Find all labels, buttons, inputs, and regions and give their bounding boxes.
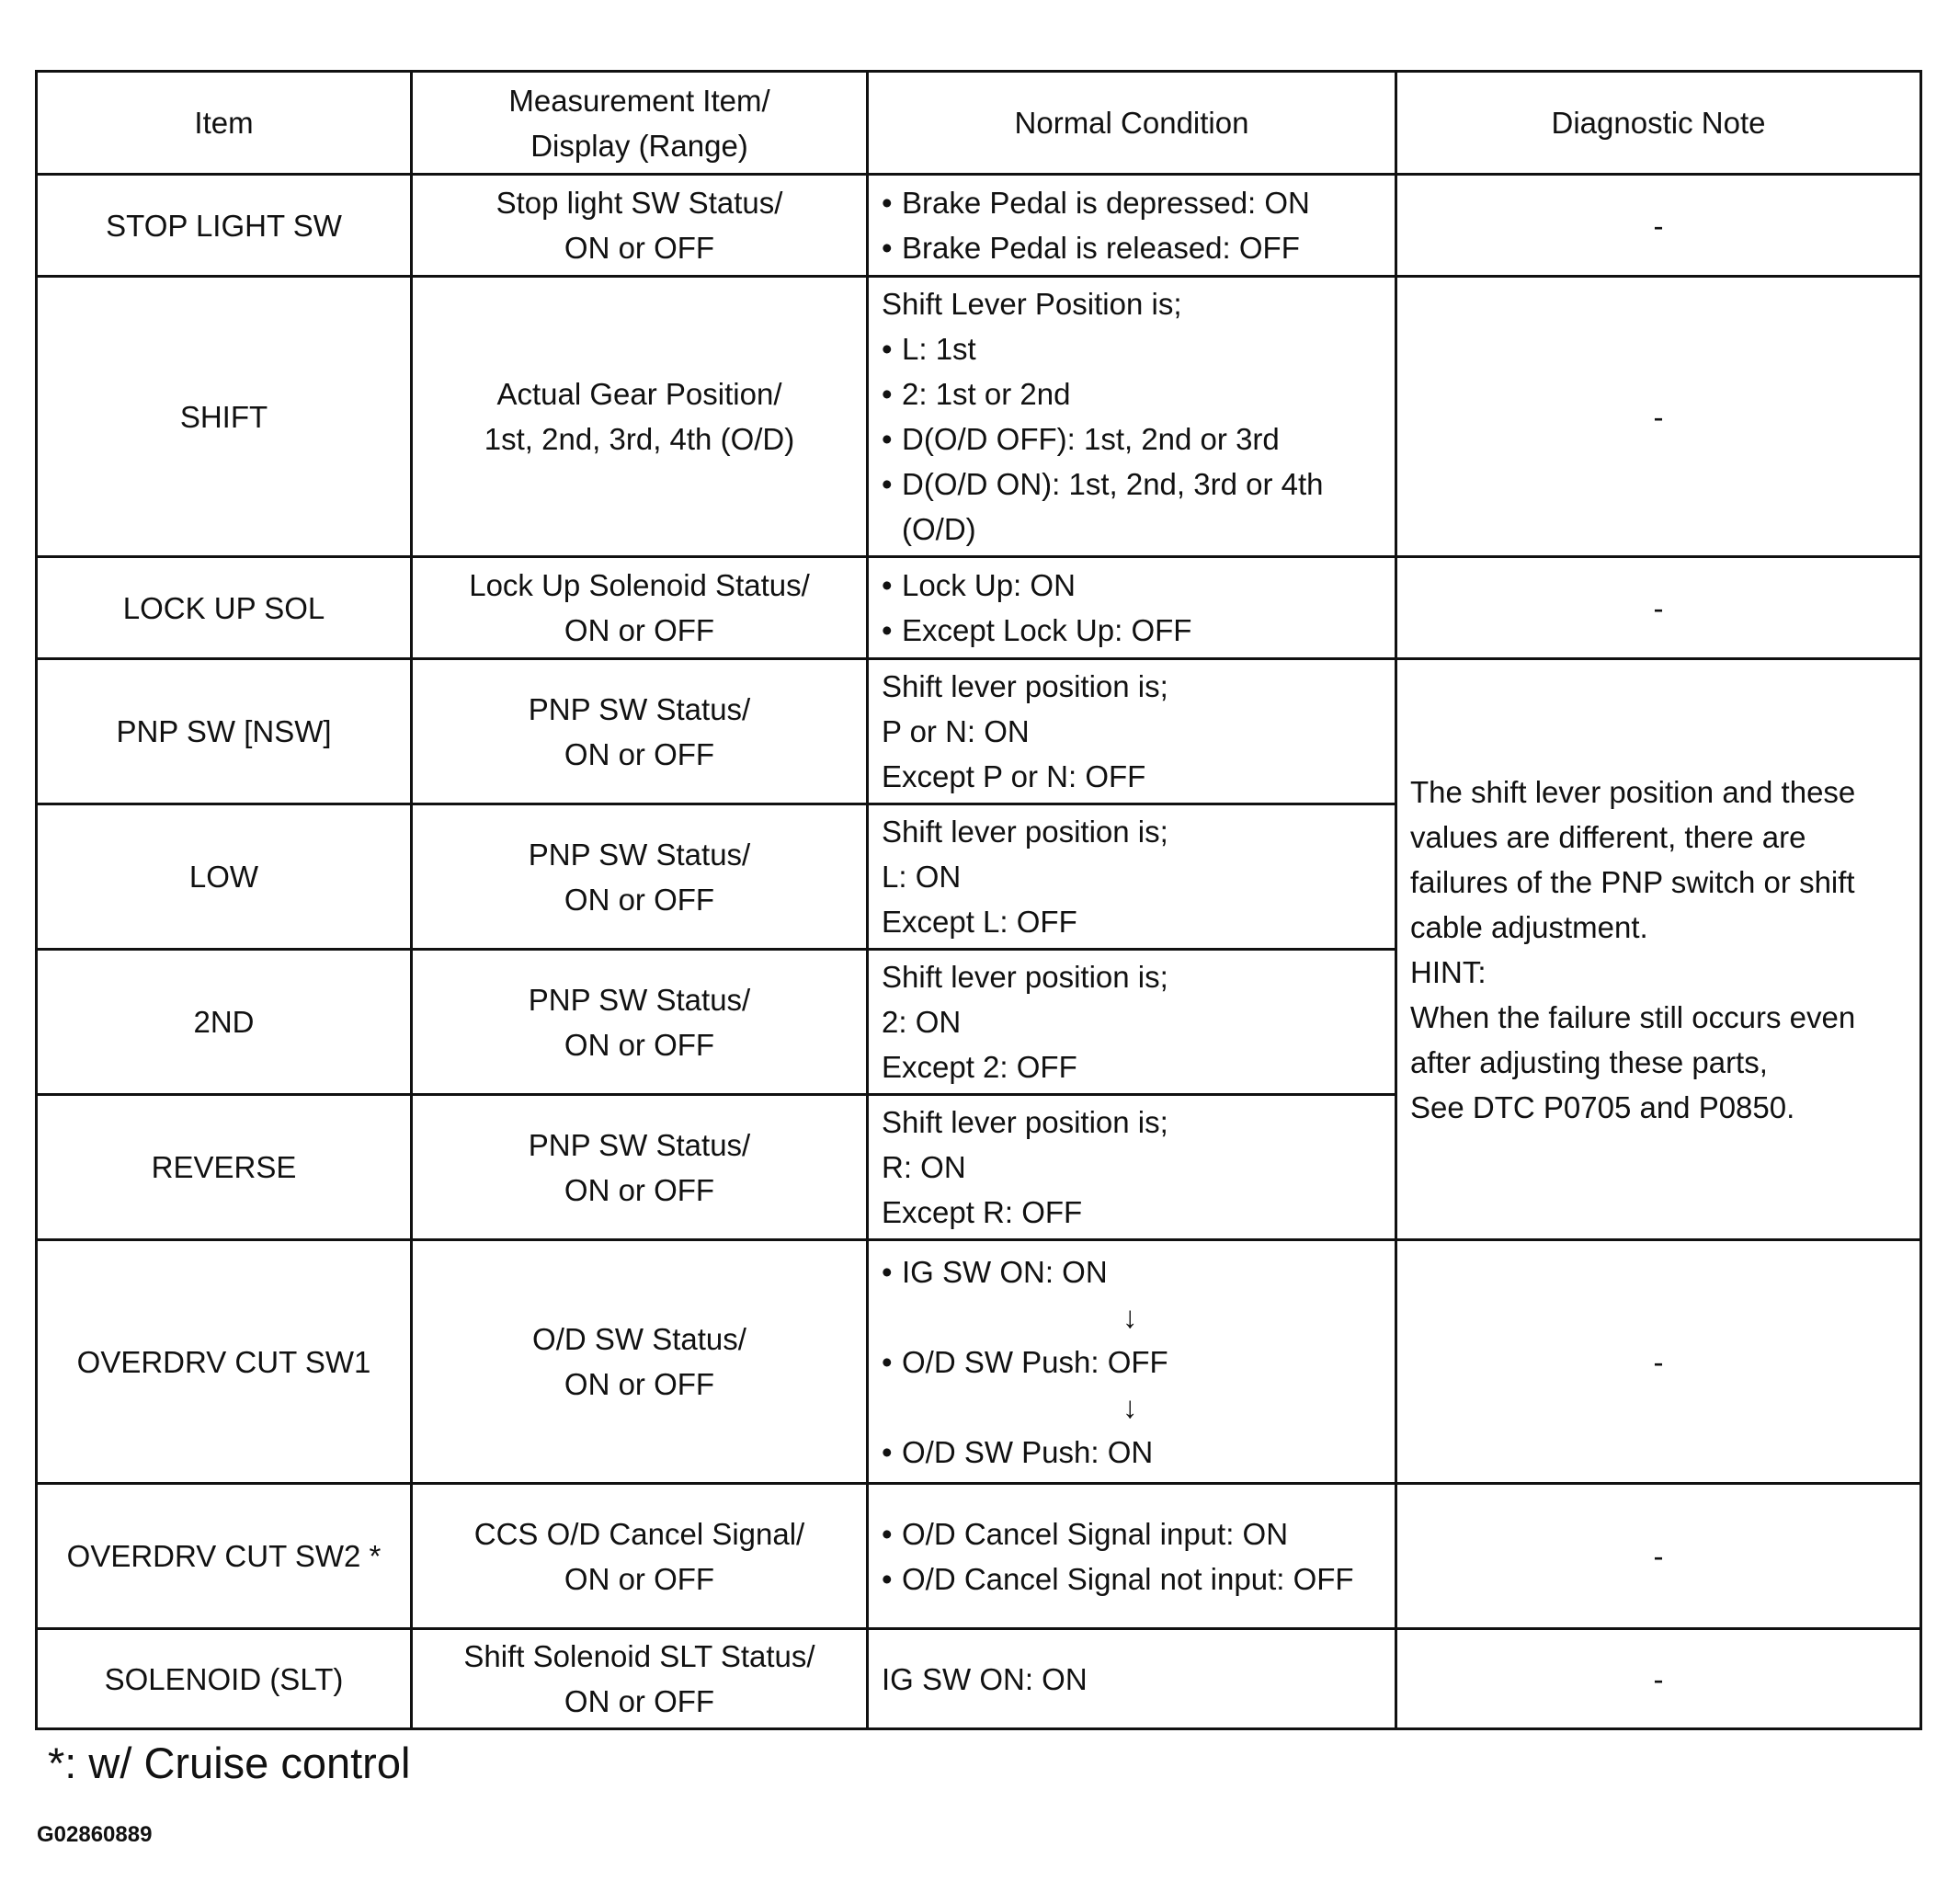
condition-line: R: ON	[882, 1150, 966, 1184]
condition-line: Shift lever position is;	[882, 1105, 1168, 1139]
table-row	[37, 659, 1921, 804]
table-row	[37, 277, 1921, 557]
condition-line: P or N: ON	[882, 714, 1030, 748]
measurement-line: Stop light SW Status/	[496, 186, 783, 220]
condition-line: Except 2: OFF	[882, 1050, 1077, 1084]
measurement-line: ON or OFF	[564, 613, 715, 647]
pnp-note-text: When the failure still occurs even after adjusting these parts,	[1410, 999, 1856, 1079]
pnp-note-text: See DTC P0705 and P0850.	[1410, 1089, 1795, 1124]
condition-cell	[868, 277, 1396, 557]
condition-cell	[868, 1095, 1396, 1240]
condition-line: 2: ON	[882, 1005, 962, 1039]
condition-bullet: • D(O/D OFF): 1st, 2nd or 3rd	[882, 416, 1382, 462]
pnp-note-hint: HINT:	[1410, 954, 1487, 989]
measurement-line: PNP SW Status/	[528, 982, 751, 1017]
footnote: *: w/ Cruise control	[48, 1739, 411, 1787]
measurement-line: Actual Gear Position/	[496, 377, 782, 411]
header-measurement-line2: Display (Range)	[530, 128, 748, 163]
condition-bullet: • O/D Cancel Signal input: ON	[882, 1511, 1382, 1556]
note-cell: -	[1396, 1629, 1921, 1729]
table-header-row	[37, 72, 1921, 175]
measurement-line: ON or OFF	[564, 231, 715, 265]
condition-bullet: • O/D Cancel Signal not input: OFF	[882, 1556, 1382, 1602]
note-cell: -	[1396, 175, 1921, 277]
table-row	[37, 1629, 1921, 1729]
condition-bullet: • L: 1st	[882, 326, 1382, 371]
pnp-diagnostic-note	[1396, 659, 1921, 1240]
measurement-line: ON or OFF	[564, 1684, 715, 1718]
measurement-cell	[412, 557, 868, 659]
condition-bullet: • Brake Pedal is released: OFF	[882, 225, 1382, 270]
condition-line: Shift lever position is;	[882, 815, 1168, 849]
item-cell: SOLENOID (SLT)	[37, 1629, 412, 1729]
item-cell: SHIFT	[37, 277, 412, 557]
item-cell: STOP LIGHT SW	[37, 175, 412, 277]
header-normal-condition: Normal Condition	[868, 72, 1396, 175]
condition-cell	[868, 1629, 1396, 1729]
condition-bullet: • Except Lock Up: OFF	[882, 608, 1382, 653]
note-cell: -	[1396, 1484, 1921, 1629]
measurement-cell	[412, 175, 868, 277]
condition-bullet: • Lock Up: ON	[882, 563, 1382, 608]
measurement-cell	[412, 277, 868, 557]
measurement-cell	[412, 659, 868, 804]
condition-cell	[868, 804, 1396, 950]
condition-bullet: • O/D SW Push: ON	[882, 1430, 1382, 1475]
header-measurement-line1: Measurement Item/	[508, 83, 770, 118]
measurement-line: PNP SW Status/	[528, 837, 751, 872]
header-diagnostic-note: Diagnostic Note	[1396, 72, 1921, 175]
note-cell: -	[1396, 277, 1921, 557]
condition-heading: Shift Lever Position is;	[882, 287, 1182, 321]
condition-bullet: • IG SW ON: ON	[882, 1249, 1382, 1294]
header-item: Item	[37, 72, 412, 175]
measurement-line: ON or OFF	[564, 736, 715, 771]
condition-line: Shift lever position is;	[882, 960, 1168, 994]
condition-line: Shift lever position is;	[882, 669, 1168, 703]
item-cell: REVERSE	[37, 1095, 412, 1240]
measurement-cell	[412, 1095, 868, 1240]
measurement-cell	[412, 1629, 868, 1729]
header-measurement	[412, 72, 868, 175]
measurement-cell	[412, 1240, 868, 1484]
condition-cell	[868, 950, 1396, 1095]
diagnostic-table	[35, 70, 1922, 1730]
note-cell: -	[1396, 1240, 1921, 1484]
item-cell: OVERDRV CUT SW2 *	[37, 1484, 412, 1629]
condition-bullet: • 2: 1st or 2nd	[882, 371, 1382, 416]
condition-line: Except L: OFF	[882, 905, 1077, 939]
measurement-line: ON or OFF	[564, 1027, 715, 1062]
condition-bullet: • Brake Pedal is depressed: ON	[882, 180, 1382, 225]
condition-line: Except R: OFF	[882, 1195, 1083, 1229]
measurement-cell	[412, 950, 868, 1095]
condition-cell	[868, 1240, 1396, 1484]
measurement-line: 1st, 2nd, 3rd, 4th (O/D)	[484, 422, 795, 456]
item-cell: LOCK UP SOL	[37, 557, 412, 659]
condition-cell	[868, 659, 1396, 804]
condition-cell	[868, 175, 1396, 277]
measurement-line: O/D SW Status/	[532, 1322, 746, 1356]
down-arrow-icon: ↓	[1122, 1389, 1138, 1424]
measurement-line: PNP SW Status/	[528, 691, 751, 726]
item-cell: PNP SW [NSW]	[37, 659, 412, 804]
note-cell: -	[1396, 557, 1921, 659]
measurement-line: ON or OFF	[564, 1367, 715, 1401]
measurement-line: Shift Solenoid SLT Status/	[463, 1639, 815, 1673]
item-cell: 2ND	[37, 950, 412, 1095]
table-row	[37, 1240, 1921, 1484]
figure-id: G02860889	[37, 1822, 153, 1847]
condition-line: L: ON	[882, 860, 962, 894]
table-row	[37, 175, 1921, 277]
measurement-cell	[412, 804, 868, 950]
table-row	[37, 557, 1921, 659]
condition-cell	[868, 1484, 1396, 1629]
condition-line: IG SW ON: ON	[882, 1661, 1088, 1696]
measurement-line: ON or OFF	[564, 882, 715, 917]
condition-bullet: • O/D SW Push: OFF	[882, 1340, 1382, 1385]
measurement-line: PNP SW Status/	[528, 1127, 751, 1162]
measurement-line: CCS O/D Cancel Signal/	[473, 1516, 805, 1551]
item-cell: OVERDRV CUT SW1	[37, 1240, 412, 1484]
item-cell: LOW	[37, 804, 412, 950]
condition-line: Except P or N: OFF	[882, 759, 1146, 793]
down-arrow-icon: ↓	[1122, 1299, 1138, 1334]
condition-bullet: • D(O/D ON): 1st, 2nd, 3rd or 4th (O/D)	[882, 462, 1382, 552]
measurement-cell	[412, 1484, 868, 1629]
measurement-line: Lock Up Solenoid Status/	[469, 568, 810, 602]
measurement-line: ON or OFF	[564, 1172, 715, 1207]
pnp-note-text: The shift lever position and these values are different, there are failures of the PNP switch or shift cable adjustment.	[1410, 774, 1856, 944]
condition-cell	[868, 557, 1396, 659]
measurement-line: ON or OFF	[564, 1561, 715, 1596]
table-row	[37, 1484, 1921, 1629]
